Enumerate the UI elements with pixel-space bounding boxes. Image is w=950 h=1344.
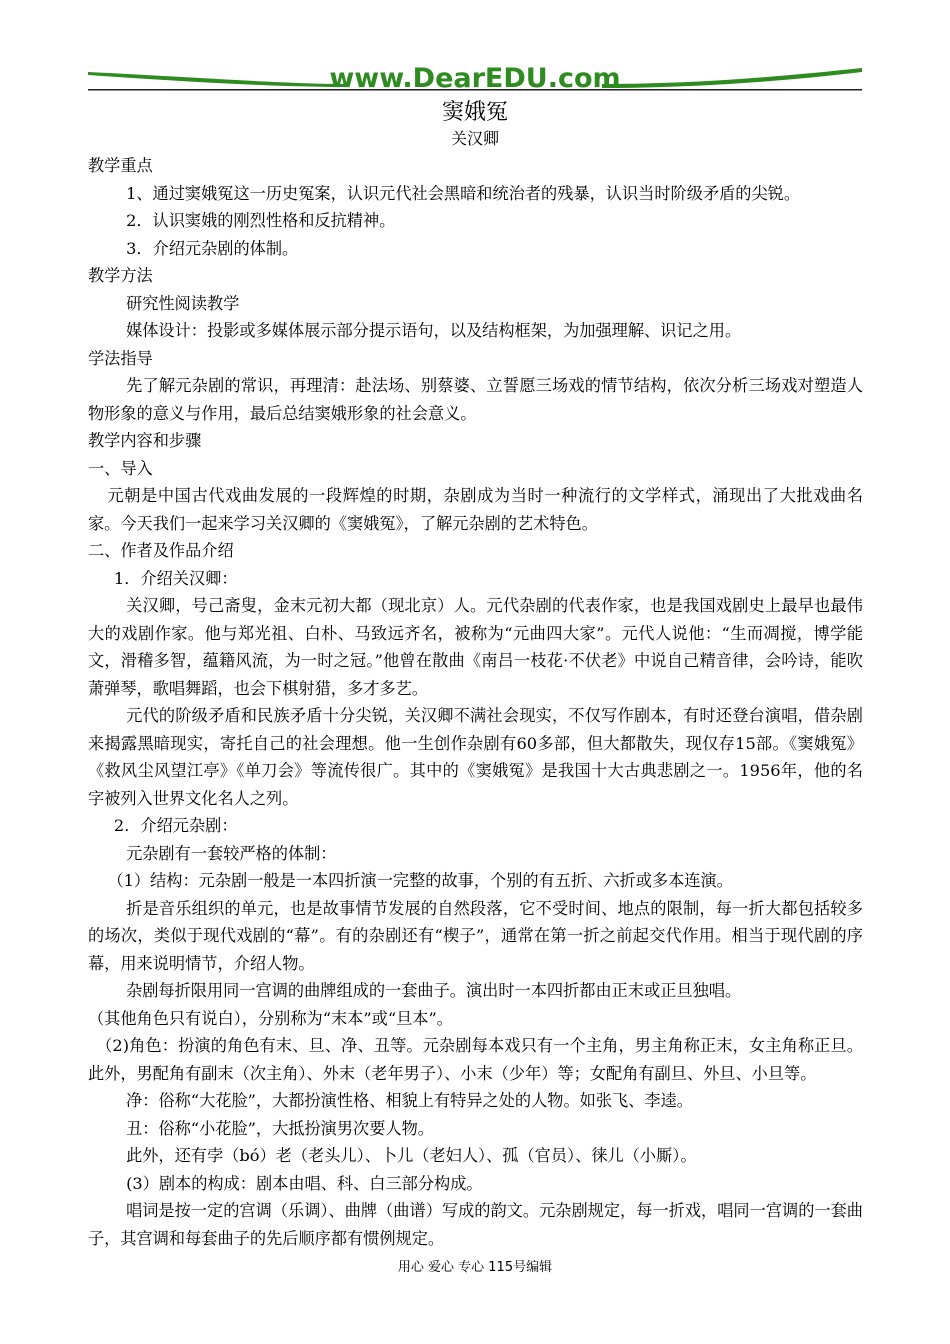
document-body (88, 152, 863, 1252)
green-swoosh-logo-icon (88, 62, 862, 96)
body-paragraph: （2)角色：扮演的角色有末、旦、净、丑等。元杂剧每本戏只有一个主角，男主角称正末，女主角称正旦。此外，男配角有副末（次主角）、外末（老年男子）、小末（少年）等；女配角有副旦、外旦、小旦等。 (88, 1036, 863, 1083)
body-paragraph: 元杂剧有一套较严格的体制： (126, 843, 337, 863)
body-paragraph: 2．认识窦娥的刚烈性格和反抗精神。 (126, 211, 396, 230)
body-paragraph: 3．介绍元杂剧的体制。 (126, 238, 299, 258)
site-header-banner (88, 62, 862, 96)
section-heading: 教学内容和步骤 (88, 431, 202, 450)
body-paragraph: （其他角色只有说白），分别称为“末本”或“旦本”。 (88, 1008, 453, 1028)
body-paragraph: 关汉卿，号己斋叟，金末元初大都（现北京）人。元代杂剧的代表作家，也是我国戏剧史上最早也最伟大的戏剧作家。他与郑光祖、白朴、马致远齐名，被称为“元曲四大家”。元代人说他：“生而凋搅，博学能文，滑稽多智，蕴籍风流，为一时之冠。”他曾在散曲《南吕一枝花·不伏老》中说自己精音律，会吟诗，能吹萧弹琴，歌唱舞蹈，也会下棋射猎，多才多艺。 (88, 596, 863, 698)
body-paragraph: (3）剧本的构成：剧本由唱、科、白三部分构成。 (126, 1173, 483, 1193)
page-footer: 用心 爱心 专心 115号编辑 (397, 1260, 553, 1275)
body-paragraph: 唱词是按一定的宫调（乐调）、曲牌（曲谱）写成的韵文。元杂剧规定，每一折戏，唱同一宫调的一套曲子，其宫调和每套曲子的先后顺序都有惯例规定。 (88, 1201, 863, 1248)
body-paragraph: 2．介绍元杂剧： (113, 816, 238, 835)
body-paragraph: （1）结构：元杂剧一般是一本四折演一完整的故事，个别的有五折、六折或多本连演。 (107, 871, 733, 890)
body-paragraph: 此外，还有孛（bó）老（老头儿）、卜儿（老妇人）、孤（官员）、徕儿（小厮）。 (126, 1146, 697, 1165)
body-paragraph: 研究性阅读教学 (126, 293, 240, 313)
document-author: 关汉卿 (450, 129, 499, 148)
section-heading: 一、导入 (88, 458, 153, 478)
site-logo-text: www.DearEDU.com (329, 63, 621, 94)
section-heading: 教学重点 (88, 156, 153, 175)
body-paragraph: 1．介绍关汉卿： (113, 568, 238, 588)
body-paragraph: 元代的阶级矛盾和民族矛盾十分尖锐，关汉卿不满社会现实，不仅写作剧本，有时还登台演唱，借杂剧来揭露黑暗现实，寄托自己的社会理想。他一生创作杂剧有60多部，但大都散失，现仅存15部。《窦娥冤》《救风尘风望江亭》《单刀会》等流传很广。其中的《窦娥冤》是我国十大古典悲剧之一。1956年，他的名字被列入世界文化名人之列。 (88, 706, 863, 808)
body-paragraph: 1、通过窦娥冤这一历史冤案，认识元代社会黑暗和统治者的残暴，认识当时阶级矛盾的尖锐。 (126, 183, 801, 203)
body-paragraph: 净：俗称“大花脸”，大都扮演性格、相貌上有特异之处的人物。如张飞、李逵。 (126, 1091, 693, 1110)
body-paragraph: 杂剧每折限用同一宫调的曲牌组成的一套曲子。演出时一本四折都由正末或正旦独唱。 (126, 981, 742, 1000)
body-paragraph: 先了解元杂剧的常识，再理清：赴法场、别蔡婆、立誓愿三场戏的情节结构，依次分析三场戏对塑造人物形象的意义与作用，最后总结窦娥形象的社会意义。 (88, 376, 863, 423)
section-heading: 教学方法 (88, 266, 153, 285)
section-heading: 二、作者及作品介绍 (88, 541, 234, 560)
document-title: 窦娥冤 (441, 100, 508, 125)
body-paragraph: 折是音乐组织的单元，也是故事情节发展的自然段落，它不受时间、地点的限制，每一折大都包括较多的场次，类似于现代戏剧的“幕”。有的杂剧还有“楔子”，通常在第一折之前起交代作用。相当于现代剧的序幕，用来说明情节，介绍人物。 (88, 898, 863, 973)
section-heading: 学法指导 (88, 348, 153, 368)
body-paragraph: 元朝是中国古代戏曲发展的一段辉煌的时期，杂剧成为当时一种流行的文学样式，涌现出了大批戏曲名家。今天我们一起来学习关汉卿的《窦娥冤》，了解元杂剧的艺术特色。 (88, 486, 863, 533)
body-paragraph: 媒体设计：投影或多媒体展示部分提示语句，以及结构框架，为加强理解、识记之用。 (126, 321, 742, 340)
body-paragraph: 丑：俗称“小花脸”，大抵扮演男次要人物。 (126, 1118, 434, 1138)
